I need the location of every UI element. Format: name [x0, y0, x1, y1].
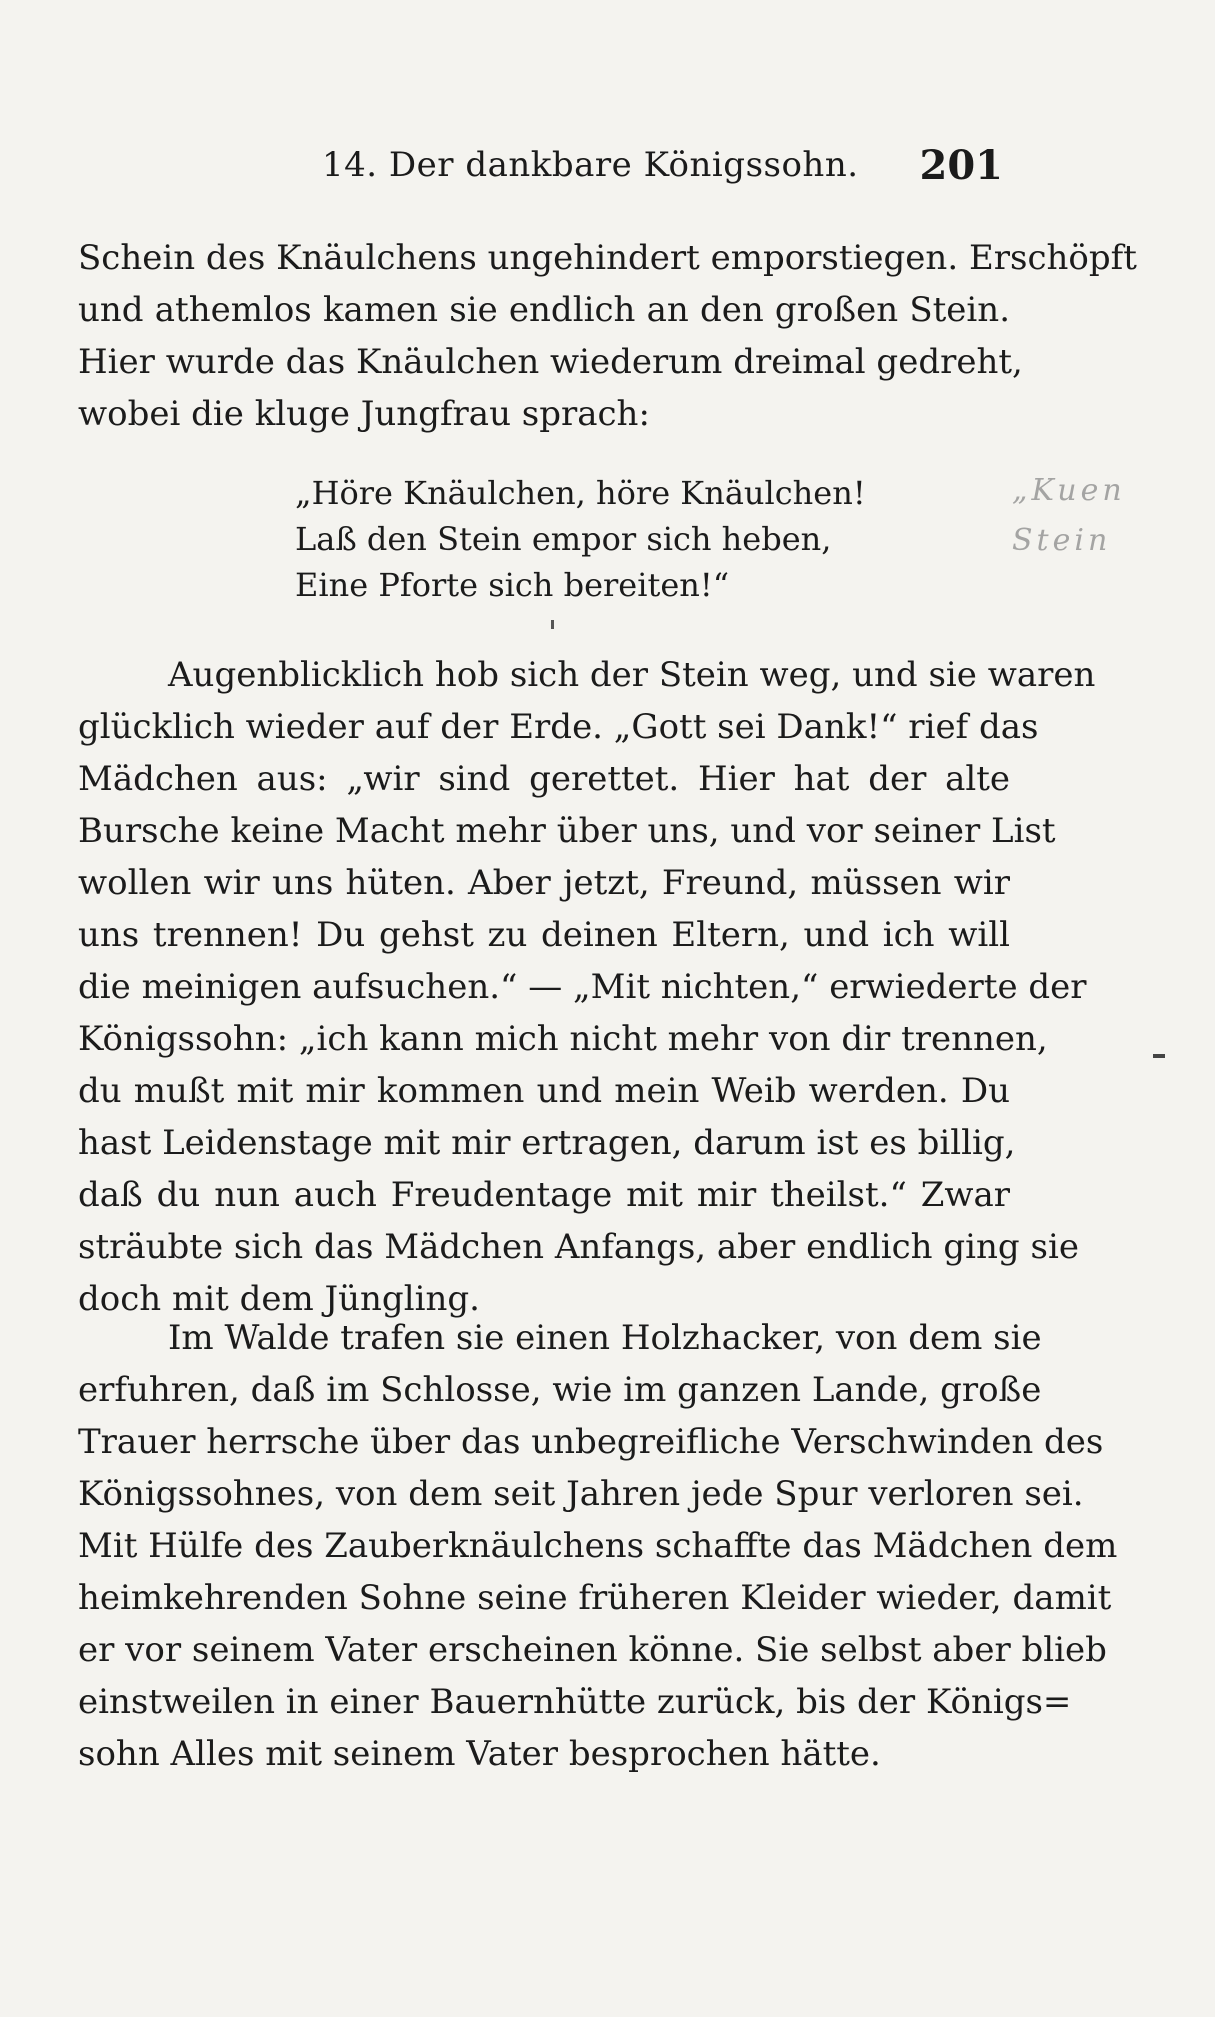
text-line: die meinigen aufsuchen.“ — „Mit nichten,“ erwiederte der — [78, 967, 1087, 1007]
text-line: erfuhren, daß im Schlosse, wie im ganzen Lande, große — [78, 1370, 1042, 1410]
text-line: sohn Alles mit seinem Vater besprochen hätte. — [78, 1734, 881, 1774]
text-line: wollen wir uns hüten. Aber jetzt, Freund, müssen wir — [78, 863, 1010, 903]
margin-note-line: „Kuen — [1012, 473, 1126, 508]
text-line: Augenblicklich hob sich der Stein weg, und sie waren — [168, 655, 1096, 695]
text-line: Hier wurde das Knäulchen wiederum dreimal gedreht, — [78, 342, 1023, 382]
running-title: 14. Der dankbare Königssohn. — [322, 145, 859, 185]
page-number: 201 — [919, 142, 1003, 189]
text-line: doch mit dem Jüngling. — [78, 1279, 480, 1319]
text-line: Königssohnes, von dem seit Jahren jede Spur verloren sei. — [78, 1474, 1084, 1514]
text-line: sträubte sich das Mädchen Anfangs, aber endlich ging sie — [78, 1227, 1079, 1267]
handwritten-margin-note — [1012, 466, 1182, 566]
text-line: Im Walde trafen sie einen Holzhacker, von dem sie — [168, 1318, 1042, 1358]
text-line: Trauer herrsche über das unbegreifliche Verschwinden des — [78, 1422, 1104, 1462]
verse-line: Laß den Stein empor sich heben, — [295, 520, 832, 558]
text-line: er vor seinem Vater erscheinen könne. Sie selbst aber blieb — [78, 1630, 1107, 1670]
paragraph-3 — [78, 1312, 1118, 1780]
text-line: Mit Hülfe des Zauberknäulchens schaffte das Mädchen dem — [78, 1526, 1118, 1566]
text-line: heimkehrenden Sohne seine früheren Kleider wieder, damit — [78, 1578, 1112, 1618]
text-line: Mädchen aus: „wir sind gerettet. Hier hat der alte — [78, 759, 1010, 799]
text-line: uns trennen! Du gehst zu deinen Eltern, und ich will — [78, 915, 1010, 955]
text-line: glücklich wieder auf der Erde. „Gott sei Dank!“ rief das — [78, 707, 1039, 747]
text-line: du mußt mit mir kommen und mein Weib werden. Du — [78, 1071, 1010, 1111]
margin-dash-mark — [1153, 1054, 1165, 1058]
text-line: Schein des Knäulchens ungehindert emporstiegen. Erschöpft — [78, 238, 1137, 278]
verse-block — [295, 470, 866, 608]
text-line: wobei die kluge Jungfrau sprach: — [78, 394, 650, 434]
text-line: und athemlos kamen sie endlich an den großen Stein. — [78, 290, 1010, 330]
text-line: daß du nun auch Freudentage mit mir theilst.“ Zwar — [78, 1175, 1010, 1215]
verse-line: „Höre Knäulchen, höre Knäulchen! — [295, 474, 866, 512]
stray-mark — [551, 620, 554, 629]
verse-line: Eine Pforte sich bereiten!“ — [295, 566, 730, 604]
text-line: Bursche keine Macht mehr über uns, und vor seiner List — [78, 811, 1056, 851]
paragraph-2 — [78, 649, 1096, 1325]
text-line: Königssohn: „ich kann mich nicht mehr von dir trennen, — [78, 1019, 1048, 1059]
text-line: hast Leidenstage mit mir ertragen, darum ist es billig, — [78, 1123, 1016, 1163]
paragraph-1 — [78, 232, 1137, 440]
margin-note-line: Stein — [1012, 523, 1112, 558]
text-line: einstweilen in einer Bauernhütte zurück, bis der Königs= — [78, 1682, 1072, 1722]
